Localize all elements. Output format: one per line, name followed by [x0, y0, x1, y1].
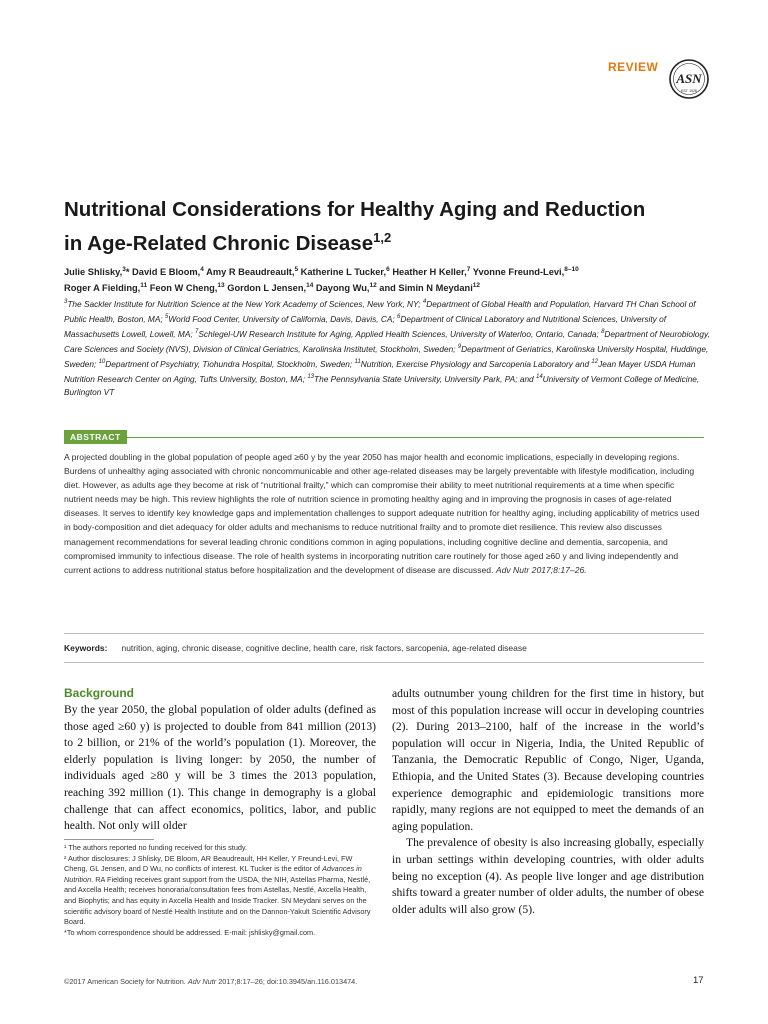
logo-subtext: EST. 1928: [681, 89, 697, 93]
section-label: REVIEW: [608, 60, 659, 74]
author-list: Julie Shlisky,$^3$* David E Bloom,$^4$ Amy R Beaudreault,$^5$ Katherine L Tucker,$^6$ Heather H Keller,$^7$ Yvonne Freund-Levi,$^{8-10}$ Roger A Fielding,$^{11}$ Feon W Cheng,$^{13}$ Gordon L Jensen,$^{14}$ Dayong Wu,$^{12}$ and Simin N Meydani$^{12}$: [64, 266, 579, 294]
body-column-1: By the year 2050, the global population of older adults (defined as those aged ≥60 y) is projected to double from 841 million (2013) to 2 billion, or 21% of the world’s population (1). Moreover, the elderly population is living longer: by 2050, the number of individuals aged ≥80 y will be 3 times the 2013 population, reaching 392 million (1). This change in demography is a global challenge that can affect economics, politics, labor, and public health. Not only will older: [64, 703, 376, 833]
keywords-divider-bottom: [64, 662, 704, 663]
keywords-divider-top: [64, 633, 704, 634]
footnote-1: ¹ The authors reported no funding received for this study.: [64, 843, 248, 852]
abstract-text: [64, 450, 704, 577]
article-title: [64, 196, 664, 258]
paragraph: adults outnumber young children for the first time in history, but most of this population increase will occur in developing countries (2). During 2013–2100, half of the increase in the world’s population will occur in Nigeria, India, the United Republic of Tanzania, the Democratic Republic of Congo, Niger, Uganda, Ethiopia, and the United States (3). Because developing countries experience demographic and epidemiologic transitions more rapidly, many regions are not equipped to meet the demands of an aging population.: [392, 687, 704, 833]
footnotes: [64, 843, 376, 938]
keywords-label: Keywords:: [64, 643, 108, 653]
asn-logo: [668, 58, 710, 100]
title-text: Nutritional Considerations for Healthy Aging and Reduction in Age-Related Chronic Disease: [64, 198, 646, 255]
page-number: 17: [693, 975, 704, 986]
logo-text: ASN: [676, 71, 702, 86]
affiliations: $^3$The Sackler Institute for Nutrition Science at the New York Academy of Sciences, New York, NY; $^4$Department of Global Health and Population, Harvard TH Chan School of Public Health, Boston, MA; $^5$World Food Center, University of California, Davis, Davis, CA; $^6$Department of Clinical Laboratory and Nutritional Sciences, University of Massachusetts Lowell, Lowell, MA; $^7$Schlegel-UW Research Institute for Aging, Applied Health Sciences, University of Waterloo, Ontario, Canada; $^8$Department of Neurobiology, Care Sciences and Society (NVS), Division of Clinical Geriatrics, Karolinska Institutet, Stockholm, Sweden; $^9$Department of Geriatrics, Karolinska University Hospital, Huddinge, Sweden; $^{10}$Department of Psychiatry, Tiohundra Hospital, Stockholm, Sweden; $^{11}$Nutrition, Exercise Physiology and Sarcopenia Laboratory and $^{12}$Jean Mayer USDA Human Nutrition Research Center on Aging, Tufts University, Boston, MA; $^{13}$The Pennsylvania State University, University Park, PA; and $^{14}$University of Vermont College of Medicine, Burlington VT: [64, 298, 710, 397]
keywords-text: nutrition, aging, chronic disease, cognitive decline, health care, risk factors, sarcopenia, age-related disease: [121, 643, 527, 653]
copyright-footer: ©2017 American Society for Nutrition. Adv Nutr 2017;8:17–26; doi:10.3945/an.116.013474.: [64, 977, 358, 986]
abstract-citation: Adv Nutr 2017;8:17–26.: [495, 564, 587, 575]
abstract-body: A projected doubling in the global population of people aged ≥60 y by the year 2050 has major health and economic implications, especially in developing regions. Burdens of unhealthy aging associated with chronic noncommunicable and other age-related diseases may be largely preventable with lifestyle modification, including diet. However, as adults age they become at risk of “nutritional frailty,” which can compromise their ability to meet nutritional requirements at a time when specific nutrient needs may be high. This review highlights the role of nutrition science in promoting healthy aging and in improving the prognosis in cases of age-related diseases. It serves to identify key knowledge gaps and implementation challenges to support adequate nutrition for healthy aging, including applicability of metrics used in body-composition and diet adequacy for older adults and mechanisms to reduce nutritional frailty and to promote diet resilience. This review also discusses management recommendations for several leading chronic conditions common in aging populations, including cognitive decline and dementia, sarcopenia, and compromised immunity to infectious disease. The role of health systems in incorporating nutrition care routinely for those aged ≥60 y and living independently and current actions to address nutritional status before hospitalization and the development of disease are discussed.: [64, 452, 700, 575]
paragraph: The prevalence of obesity is also increasing globally, especially in urban settings within developing countries, with older adults being no exception (4). As people live longer and age distribution shifts toward a greater number of older adults, the number of obese older adults will also grow (5).: [392, 836, 704, 916]
title-footnote-ref: 1,2: [373, 230, 392, 245]
abstract-label: ABSTRACT: [64, 430, 127, 444]
abstract-divider: [64, 437, 704, 438]
footnote-correspondence: *To whom correspondence should be addressed. E-mail: jshlisky@gmail.com.: [64, 927, 316, 937]
section-heading-background: Background: [64, 686, 135, 700]
footnote-2: ² Author disclosures: J Shlisky, DE Bloom, AR Beaudreault, HH Keller, Y Freund-Levi, FW Cheng, GL Jensen, and D Wu, no conflicts of interest. KL Tucker is the editor of Advances in Nutrition. RA Fielding receives grant support from the USDA, the NIH, Astellas Pharma, Nestlé, and Axcella Health; receives honoraria/consultation fees from Astellas, Nestlé, Axcella Health, and Biophytis; and has equity in Axcella Health and Inside Tracker. SN Meydani serves on the scientific advisory board of Nestlé Health Institute and on the Dannon-Yakult Scientific Advisory Board.: [64, 853, 371, 927]
keywords: [64, 643, 704, 653]
footnote-divider: [64, 839, 154, 840]
body-column-2: [392, 686, 704, 918]
